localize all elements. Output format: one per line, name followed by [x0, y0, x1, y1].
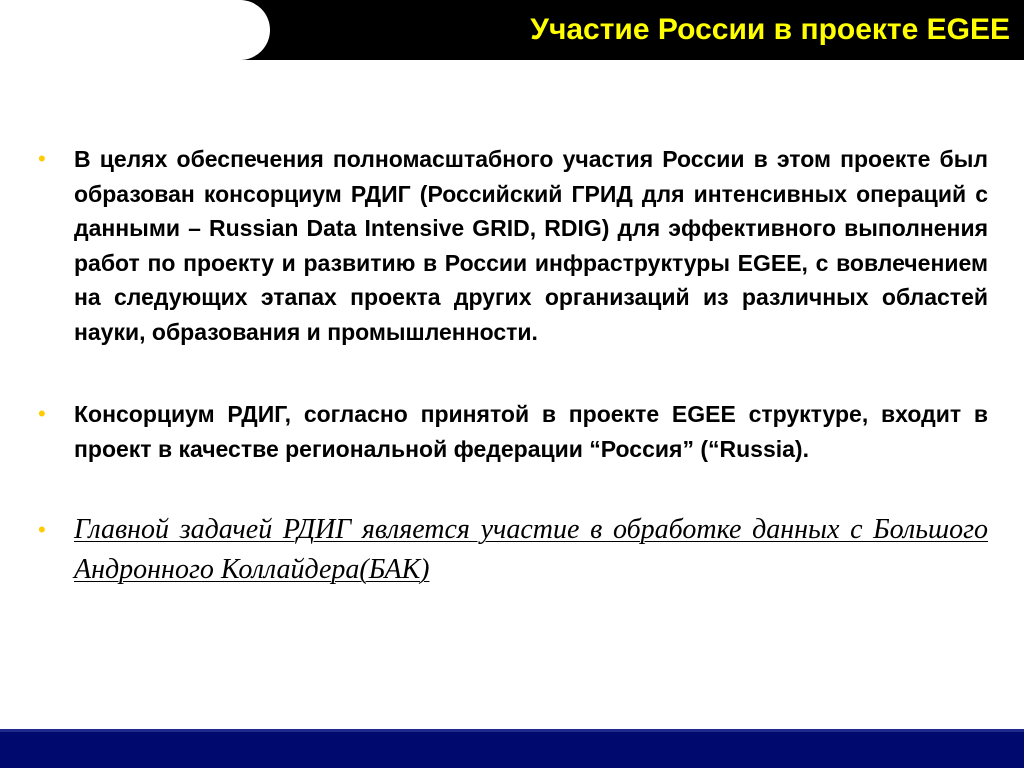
bullet-icon: • [38, 146, 46, 171]
bullet-icon: • [38, 517, 46, 542]
bullet-item-2 [38, 397, 988, 466]
bullet-icon: • [38, 401, 46, 426]
bullet-text-2: Консорциум РДИГ, согласно принятой в проекте EGEE структуре, входит в проект в качестве региональной федерации “Россия” (“Russia). [74, 401, 988, 462]
slide-title: Участие России в проекте EGEE [530, 13, 1010, 46]
bullet-text-1: В целях обеспечения полномасштабного участия России в этом проекте был образован консорциум РДИГ (Российский ГРИД для интенсивных операций с данными – Russian Data Intensive GRID, RDIG) для эффективного выполнения работ по проекту и развитию в России инфраструктуры EGEE, с вовлечением на следующих этапах проекта других организаций из различных областей науки, образования и промышленности. [74, 146, 988, 345]
bullet-item-3 [38, 510, 988, 590]
bullet-item-1 [38, 142, 988, 349]
header-decorative-shape [0, 0, 270, 60]
bullet-text-3-emphasis: Главной задачей РДИГ является участие в обработке данных с Большого Андронного Коллайдера(БАК) [74, 514, 988, 585]
slide-content [38, 142, 988, 590]
header-bar [0, 0, 1024, 60]
footer-bar [0, 732, 1024, 768]
